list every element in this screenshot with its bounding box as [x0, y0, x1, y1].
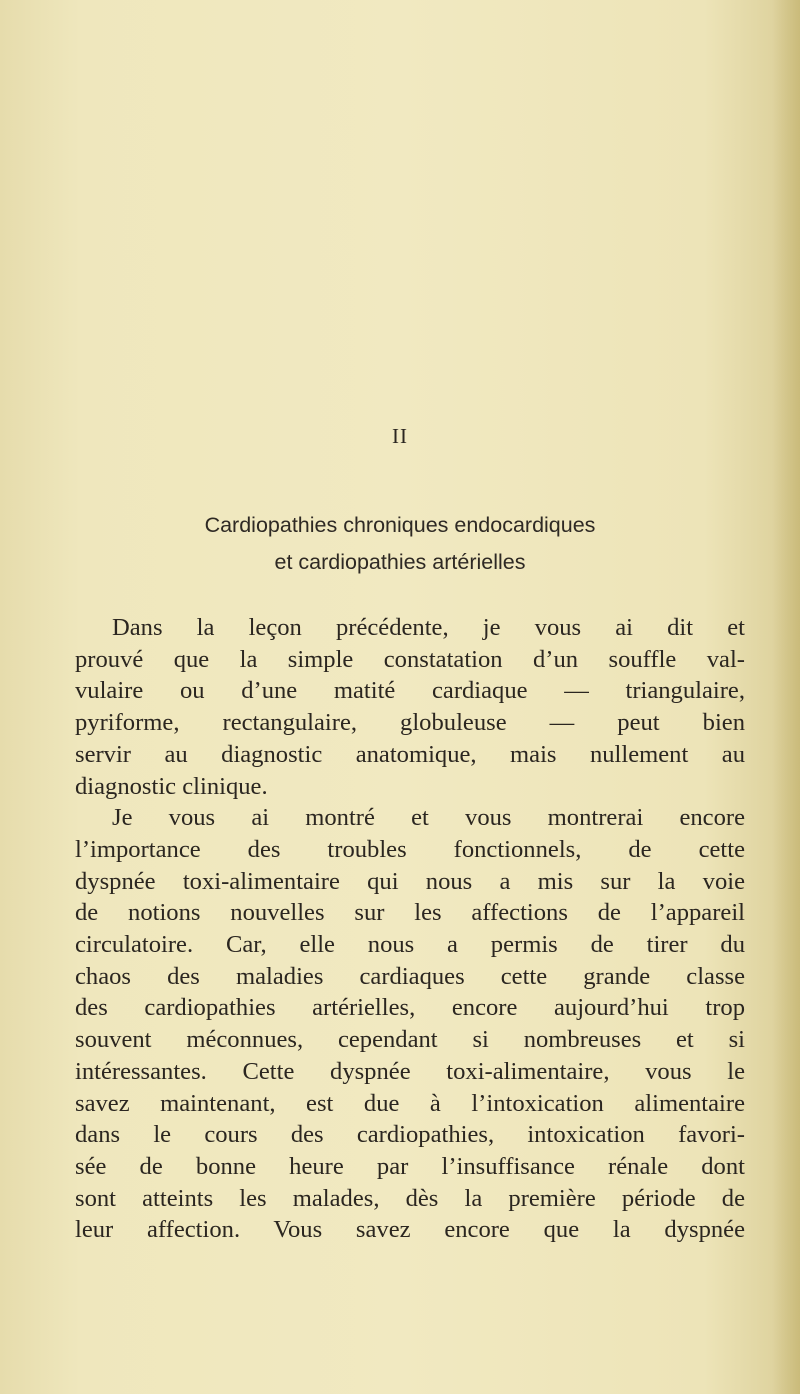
- text-line: leur affection. Vous savez encore que la dyspnée: [75, 1216, 745, 1244]
- text-line: sée de bonne heure par l’insuffisance rénale dont: [75, 1152, 745, 1180]
- body-text: [75, 612, 745, 1246]
- paragraph-1: [75, 612, 745, 802]
- chapter-title-line-2: et cardiopathies artérielles: [274, 550, 526, 574]
- page-edge-shadow: [772, 0, 800, 1394]
- text-line: vulaire ou d’une matité cardiaque — triangulaire,: [75, 677, 745, 705]
- text-line: dyspnée toxi-alimentaire qui nous a mis sur la voie: [75, 867, 745, 895]
- text-line: intéressantes. Cette dyspnée toxi-alimentaire, vous le: [75, 1057, 745, 1085]
- text-line: de notions nouvelles sur les affections de l’appareil: [75, 899, 745, 927]
- text-line: des cardiopathies artérielles, encore aujourd’hui trop: [75, 994, 745, 1022]
- text-line: chaos des maladies cardiaques cette grande classe: [75, 962, 745, 990]
- text-line: diagnostic clinique.: [75, 772, 268, 800]
- text-line: servir au diagnostic anatomique, mais nullement au: [75, 740, 745, 768]
- text-line: Dans la leçon précédente, je vous ai dit et: [112, 614, 745, 641]
- text-line: souvent méconnues, cependant si nombreuses et si: [75, 1026, 745, 1054]
- text-line: prouvé que la simple constatation d’un souffle val-: [75, 645, 745, 673]
- text-line: savez maintenant, est due à l’intoxication alimentaire: [75, 1089, 745, 1117]
- paragraph-2: [75, 802, 745, 1246]
- text-line: circulatoire. Car, elle nous a permis de tirer du: [75, 931, 745, 959]
- chapter-number: II: [392, 424, 408, 448]
- text-line: pyriforme, rectangulaire, globuleuse — peut bien: [75, 709, 745, 737]
- text-line: Je vous ai montré et vous montrerai encore: [112, 804, 745, 832]
- text-line: sont atteints les malades, dès la première période de: [75, 1184, 745, 1212]
- text-line: dans le cours des cardiopathies, intoxication favori-: [75, 1121, 745, 1149]
- text-line: l’importance des troubles fonctionnels, de cette: [75, 835, 745, 863]
- chapter-title-line-1: Cardiopathies chroniques endocardiques: [204, 513, 596, 537]
